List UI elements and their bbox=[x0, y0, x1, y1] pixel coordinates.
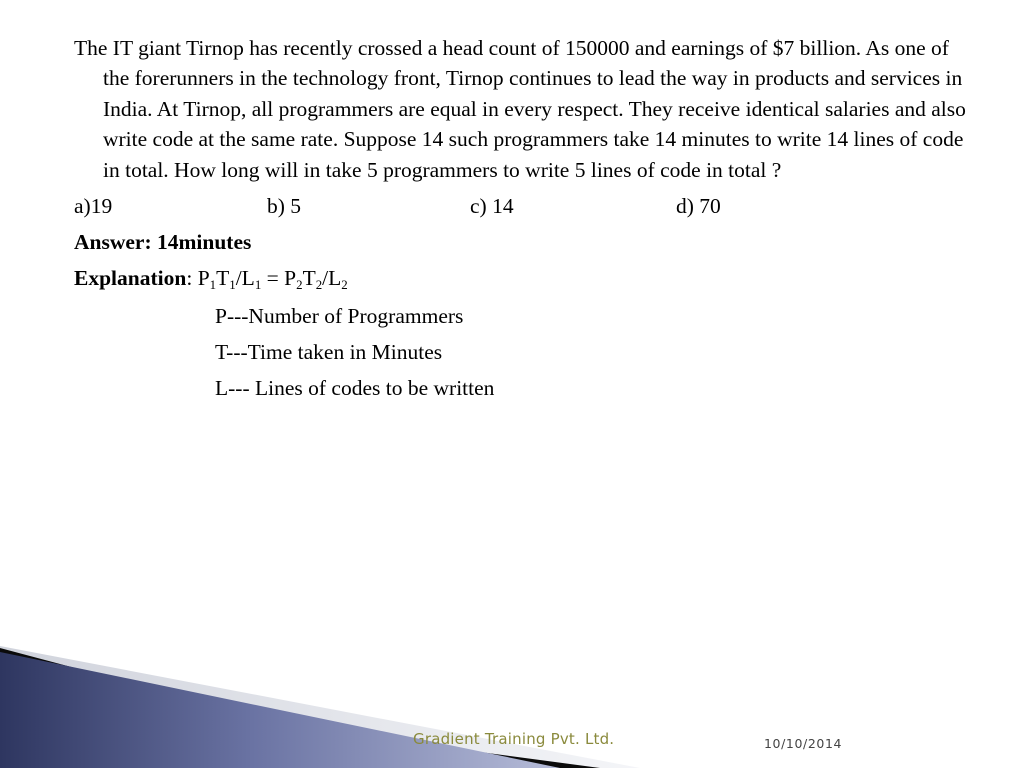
explanation-separator: : bbox=[186, 266, 198, 291]
answer-line: Answer: 14minutes bbox=[74, 230, 252, 255]
formula-l1: /L bbox=[235, 266, 255, 291]
explanation-line bbox=[74, 263, 974, 301]
definition-l: L--- Lines of codes to be written bbox=[215, 376, 495, 401]
answer-options bbox=[74, 191, 974, 227]
definition-t: T---Time taken in Minutes bbox=[215, 340, 443, 365]
option-c: c) 14 bbox=[470, 194, 514, 219]
formula-sub: 1 bbox=[229, 277, 236, 292]
formula-sub: 2 bbox=[296, 277, 303, 292]
option-b: b) 5 bbox=[267, 194, 302, 219]
formula-sub: 1 bbox=[254, 277, 262, 292]
formula bbox=[198, 266, 348, 290]
formula-t2: T bbox=[302, 266, 316, 291]
footer-company: Gradient Training Pvt. Ltd. bbox=[413, 730, 615, 748]
definition-p: P---Number of Programmers bbox=[215, 304, 464, 329]
option-a: a)19 bbox=[74, 194, 113, 219]
option-d: d) 70 bbox=[676, 194, 721, 219]
formula-sub: 1 bbox=[209, 277, 217, 292]
formula-sub: 2 bbox=[341, 277, 348, 292]
question-text: The IT giant Tirnop has recently crossed a head count of 150000 and earnings of $7 billion. As one of the forerunners in the technology front, Tirnop continues to lead the way in products and services in India. At Tirnop, all programmers are equal in every respect. They receive identical salaries and also write code at the same rate. Suppose 14 such programmers take 14 minutes to write 14 lines of code in total. How long will in take 5 programmers to write 5 lines of code in total ? bbox=[74, 36, 966, 182]
explanation-label: Explanation bbox=[74, 266, 187, 291]
corner-decoration bbox=[0, 640, 640, 768]
formula-sub: 2 bbox=[315, 277, 323, 292]
slide-body bbox=[74, 33, 974, 409]
footer-date: 10/10/2014 bbox=[764, 736, 843, 751]
formula-l2: /L bbox=[322, 266, 342, 291]
formula-t1: T bbox=[216, 266, 230, 291]
formula-p1: P bbox=[197, 266, 210, 291]
formula-equals: = P bbox=[261, 266, 297, 291]
